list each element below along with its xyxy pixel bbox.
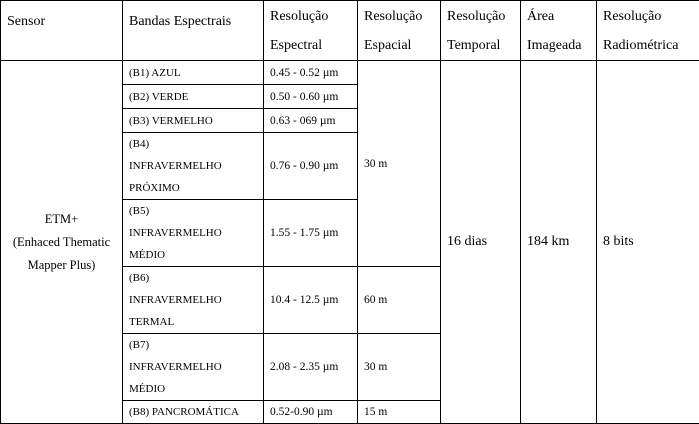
band-b1: (B1) AZUL xyxy=(123,61,264,85)
header-row xyxy=(1,1,699,61)
band-b3: (B3) VERMELHO xyxy=(123,109,264,133)
band-b7: (B7) INFRAVERMELHO MÉDIO xyxy=(123,334,264,401)
header-radiometric-resolution: Resolução Radiométrica xyxy=(597,1,699,61)
header-temporal-resolution: Resolução Temporal xyxy=(441,1,521,61)
spatial-b8: 15 m xyxy=(358,401,441,424)
header-sensor: Sensor xyxy=(1,1,123,61)
temporal-resolution-value: 16 dias xyxy=(441,61,521,424)
spectral-b5: 1.55 - 1.75 µm xyxy=(264,200,358,267)
band-b6: (B6) INFRAVERMELHO TERMAL xyxy=(123,267,264,334)
band-row-b1 xyxy=(1,61,699,85)
spectral-b3: 0.63 - 069 µm xyxy=(264,109,358,133)
spectral-b1: 0.45 - 0.52 µm xyxy=(264,61,358,85)
band-b8: (B8) PANCROMÁTICA xyxy=(123,401,264,424)
sensor-cell: ETM+ (Enhaced Thematic Mapper Plus) xyxy=(1,61,123,424)
band-b2: (B2) VERDE xyxy=(123,85,264,109)
spatial-b1-b5: 30 m xyxy=(358,61,441,267)
spatial-b6: 60 m xyxy=(358,267,441,334)
header-bands: Bandas Espectrais xyxy=(123,1,264,61)
header-spectral-resolution: Resolução Espectral xyxy=(264,1,358,61)
header-imaged-area: Área Imageada xyxy=(521,1,597,61)
spectral-b4: 0.76 - 0.90 µm xyxy=(264,133,358,200)
band-b5: (B5) INFRAVERMELHO MÉDIO xyxy=(123,200,264,267)
spectral-b2: 0.50 - 0.60 µm xyxy=(264,85,358,109)
spatial-b7: 30 m xyxy=(358,334,441,401)
spectral-b7: 2.08 - 2.35 µm xyxy=(264,334,358,401)
imaged-area-value: 184 km xyxy=(521,61,597,424)
radiometric-resolution-value: 8 bits xyxy=(597,61,699,424)
spectral-b6: 10.4 - 12.5 µm xyxy=(264,267,358,334)
spectral-b8: 0.52-0.90 µm xyxy=(264,401,358,424)
header-spatial-resolution: Resolução Espacial xyxy=(358,1,441,61)
band-b4: (B4) INFRAVERMELHO PRÓXIMO xyxy=(123,133,264,200)
